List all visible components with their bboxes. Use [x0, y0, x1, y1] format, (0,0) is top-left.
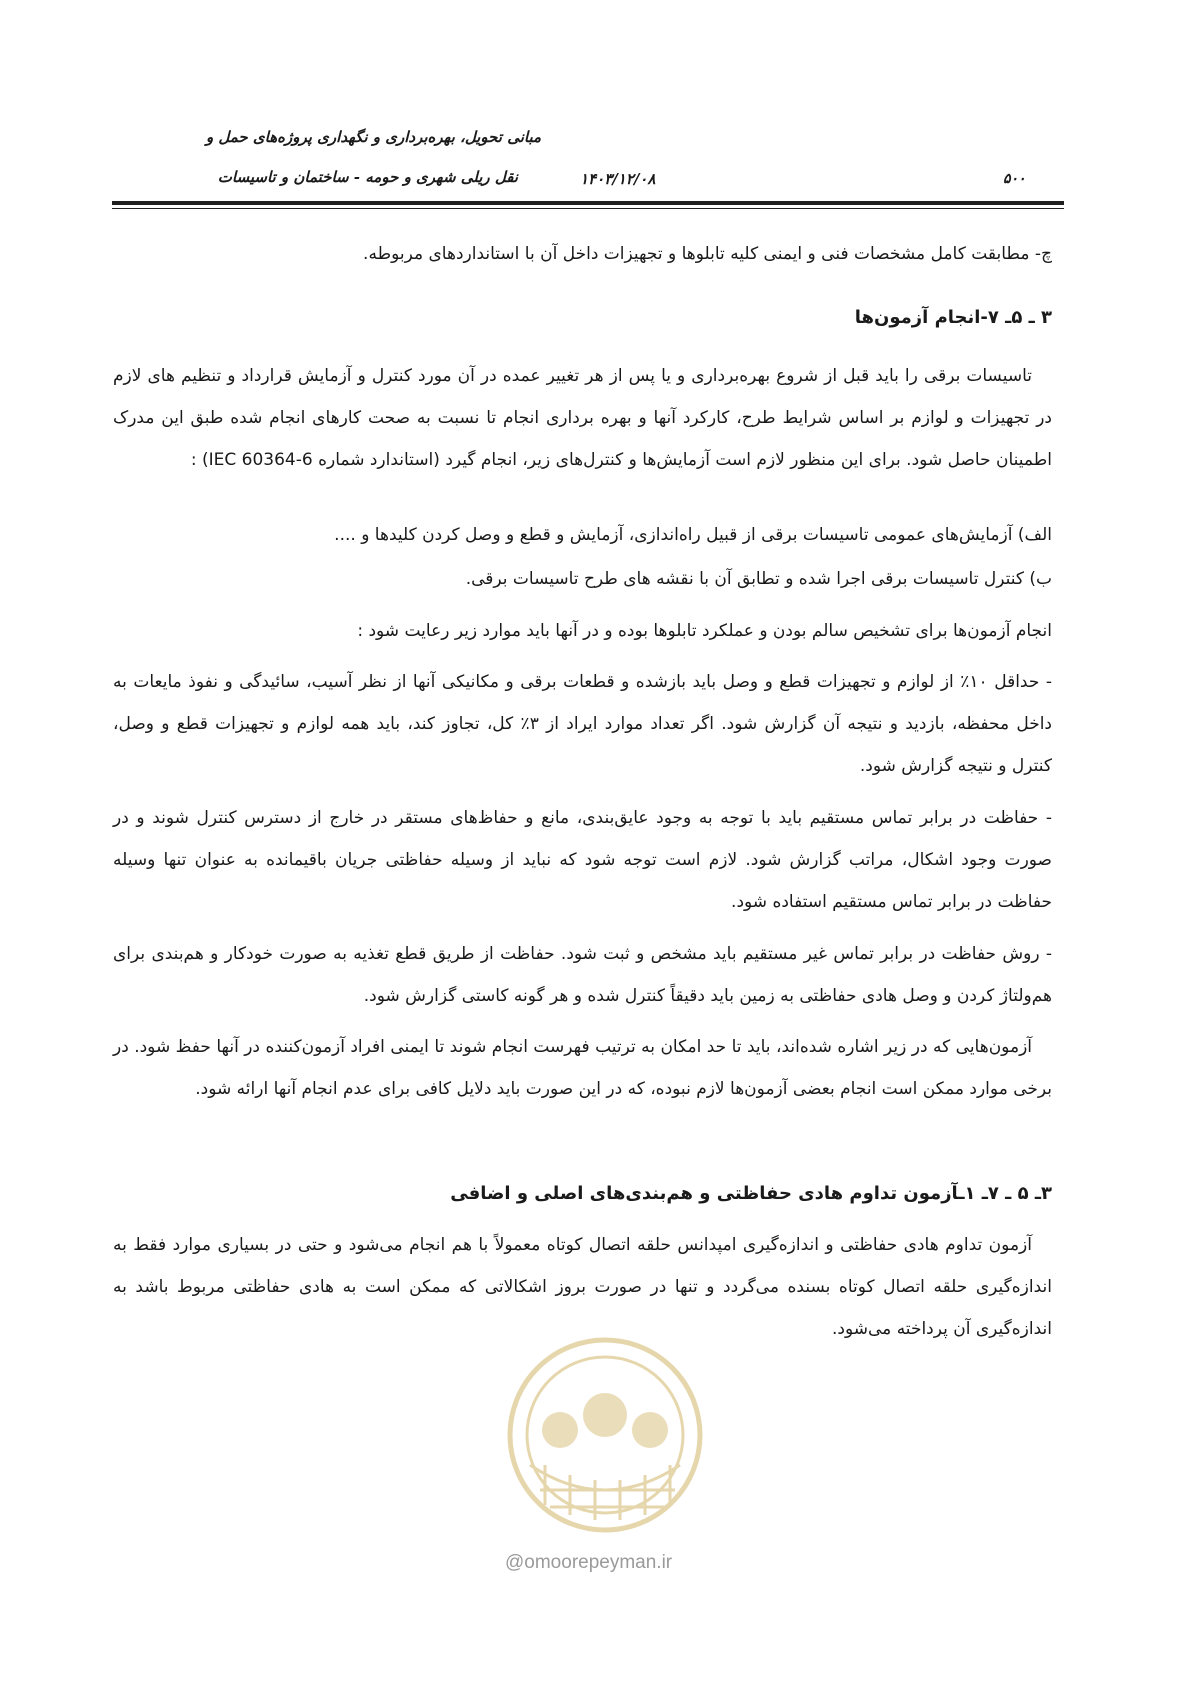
list-item-be: ب) کنترل تاسیسات برقی اجرا شده و تطابق آن با نقشه های طرح تاسیسات برقی.	[465, 569, 1052, 589]
list-item-alef: الف) آزمایش‌های عمومی تاسیسات برقی از قبیل راه‌اندازی، آزمایش و قطع و وصل کردن کلیدها و ....	[334, 525, 1052, 545]
list-item-che: چ- مطابقت کامل مشخصات فنی و ایمنی کلیه تابلوها و تجهیزات داخل آن با استانداردهای مربوطه.	[363, 244, 1052, 264]
watermark-url: @omoorepeyman.ir	[505, 1552, 673, 1573]
watermark-logo	[490, 1315, 720, 1565]
header-title-line2: نقل ریلی شهری و حومه - ساختمان و تاسیسات	[217, 168, 518, 186]
paragraph-intro: تاسیسات برقی را باید قبل از شروع بهره‌برداری و یا پس از هر تغییر عمده در آن مورد کنترل و آزمایش قرارداد و تنظیم های لازم در تجهیزات و لوازم بر اساس شرایط طرح، کارکرد آنها و بهره برداری انجام تا نسبت به صحت کارهای انجام شده طبق این مدرک اطمینان حاصل شود. برای این منظور لازم است آزمایش‌ها و کنترل‌های زیر، انجام گیرد (استاندارد شماره IEC 60364-6) :	[113, 366, 1052, 470]
header-date: ۱۴۰۳/۱۲/۰۸	[580, 170, 656, 188]
section-heading: ۳ ـ ۵ـ ۷-انجام آزمون‌ها	[854, 307, 1052, 328]
paragraph-direct-contact: - حفاظت در برابر تماس مستقیم باید با توجه به وجود عایق‌بندی، مانع و حفاظ‌های مستقر در خارج از دسترس کنترل شوند و در صورت وجود اشکال، مراتب گزارش شود. لازم است توجه شود که نباید از وسیله حفاظتی جریان باقیمانده به عنوان تنها وسیله حفاظت در برابر تماس مستقیم استفاده شود.	[113, 808, 1052, 912]
paragraph-indirect-contact: - روش حفاظت در برابر تماس غیر مستقیم باید مشخص و ثبت شود. حفاظت از طریق قطع تغذیه به صورت خودکار و هم‌بندی برای هم‌ولتاژ کردن و وصل هادی حفاظتی به زمین باید دقیقاً کنترل شده و هر گونه کاستی گزارش شود.	[113, 944, 1052, 1006]
header-rule-thick	[112, 201, 1064, 205]
subsection-heading: ۳ـ ۵ ـ ۷ـ ۱ـآزمون تداوم هادی حفاظتی و هم‌بندی‌های اصلی و اضافی	[450, 1183, 1052, 1204]
header-title-line1: مبانی تحویل، بهره‌برداری و نگهداری پروژه‌های حمل و	[205, 128, 541, 146]
paragraph-tests-purpose: انجام آزمون‌ها برای تشخیص سالم بودن و عملکرد تابلوها بوده و در آنها باید موارد زیر رعایت شود :	[357, 621, 1052, 641]
page-number: ۵۰۰	[1003, 171, 1026, 187]
paragraph-test-order: آزمون‌هایی که در زیر اشاره شده‌اند، باید تا حد امکان به ترتیب فهرست انجام شوند تا ایمنی افراد آزمون‌کننده در آنها حفظ شود. در برخی موارد ممکن است انجام بعضی آزمون‌ها لازم نبوده، که در این صورت باید دلایل کافی برای عدم انجام آنها ارائه شود.	[113, 1037, 1052, 1099]
paragraph-switchgear-inspection: - حداقل ۱۰٪ از لوازم و تجهیزات قطع و وصل باید بازشده و قطعات برقی و مکانیکی آنها از نظر آسیب، سائیدگی و نفوذ مایعات به داخل محفظه، بازدید و نتیجه آن گزارش شود. اگر تعداد موارد ایراد از ۳٪ کل، تجاوز کند، باید همه لوازم و تجهیزات قطع و وصل، کنترل و نتیجه گزارش شود.	[113, 672, 1052, 776]
header-rule-thin	[112, 208, 1064, 209]
paragraph-continuity-test: آزمون تداوم هادی حفاظتی و اندازه‌گیری امپدانس حلقه اتصال کوتاه معمولاً با هم انجام می‌شود و حتی در بسیاری موارد فقط به اندازه‌گیری حلقه اتصال کوتاه بسنده می‌گردد و تنها در صورت بروز اشکالاتی که ممکن است به هادی حفاظتی مربوط باشد به اندازه‌گیری آن پرداخته می‌شود.	[113, 1235, 1052, 1339]
